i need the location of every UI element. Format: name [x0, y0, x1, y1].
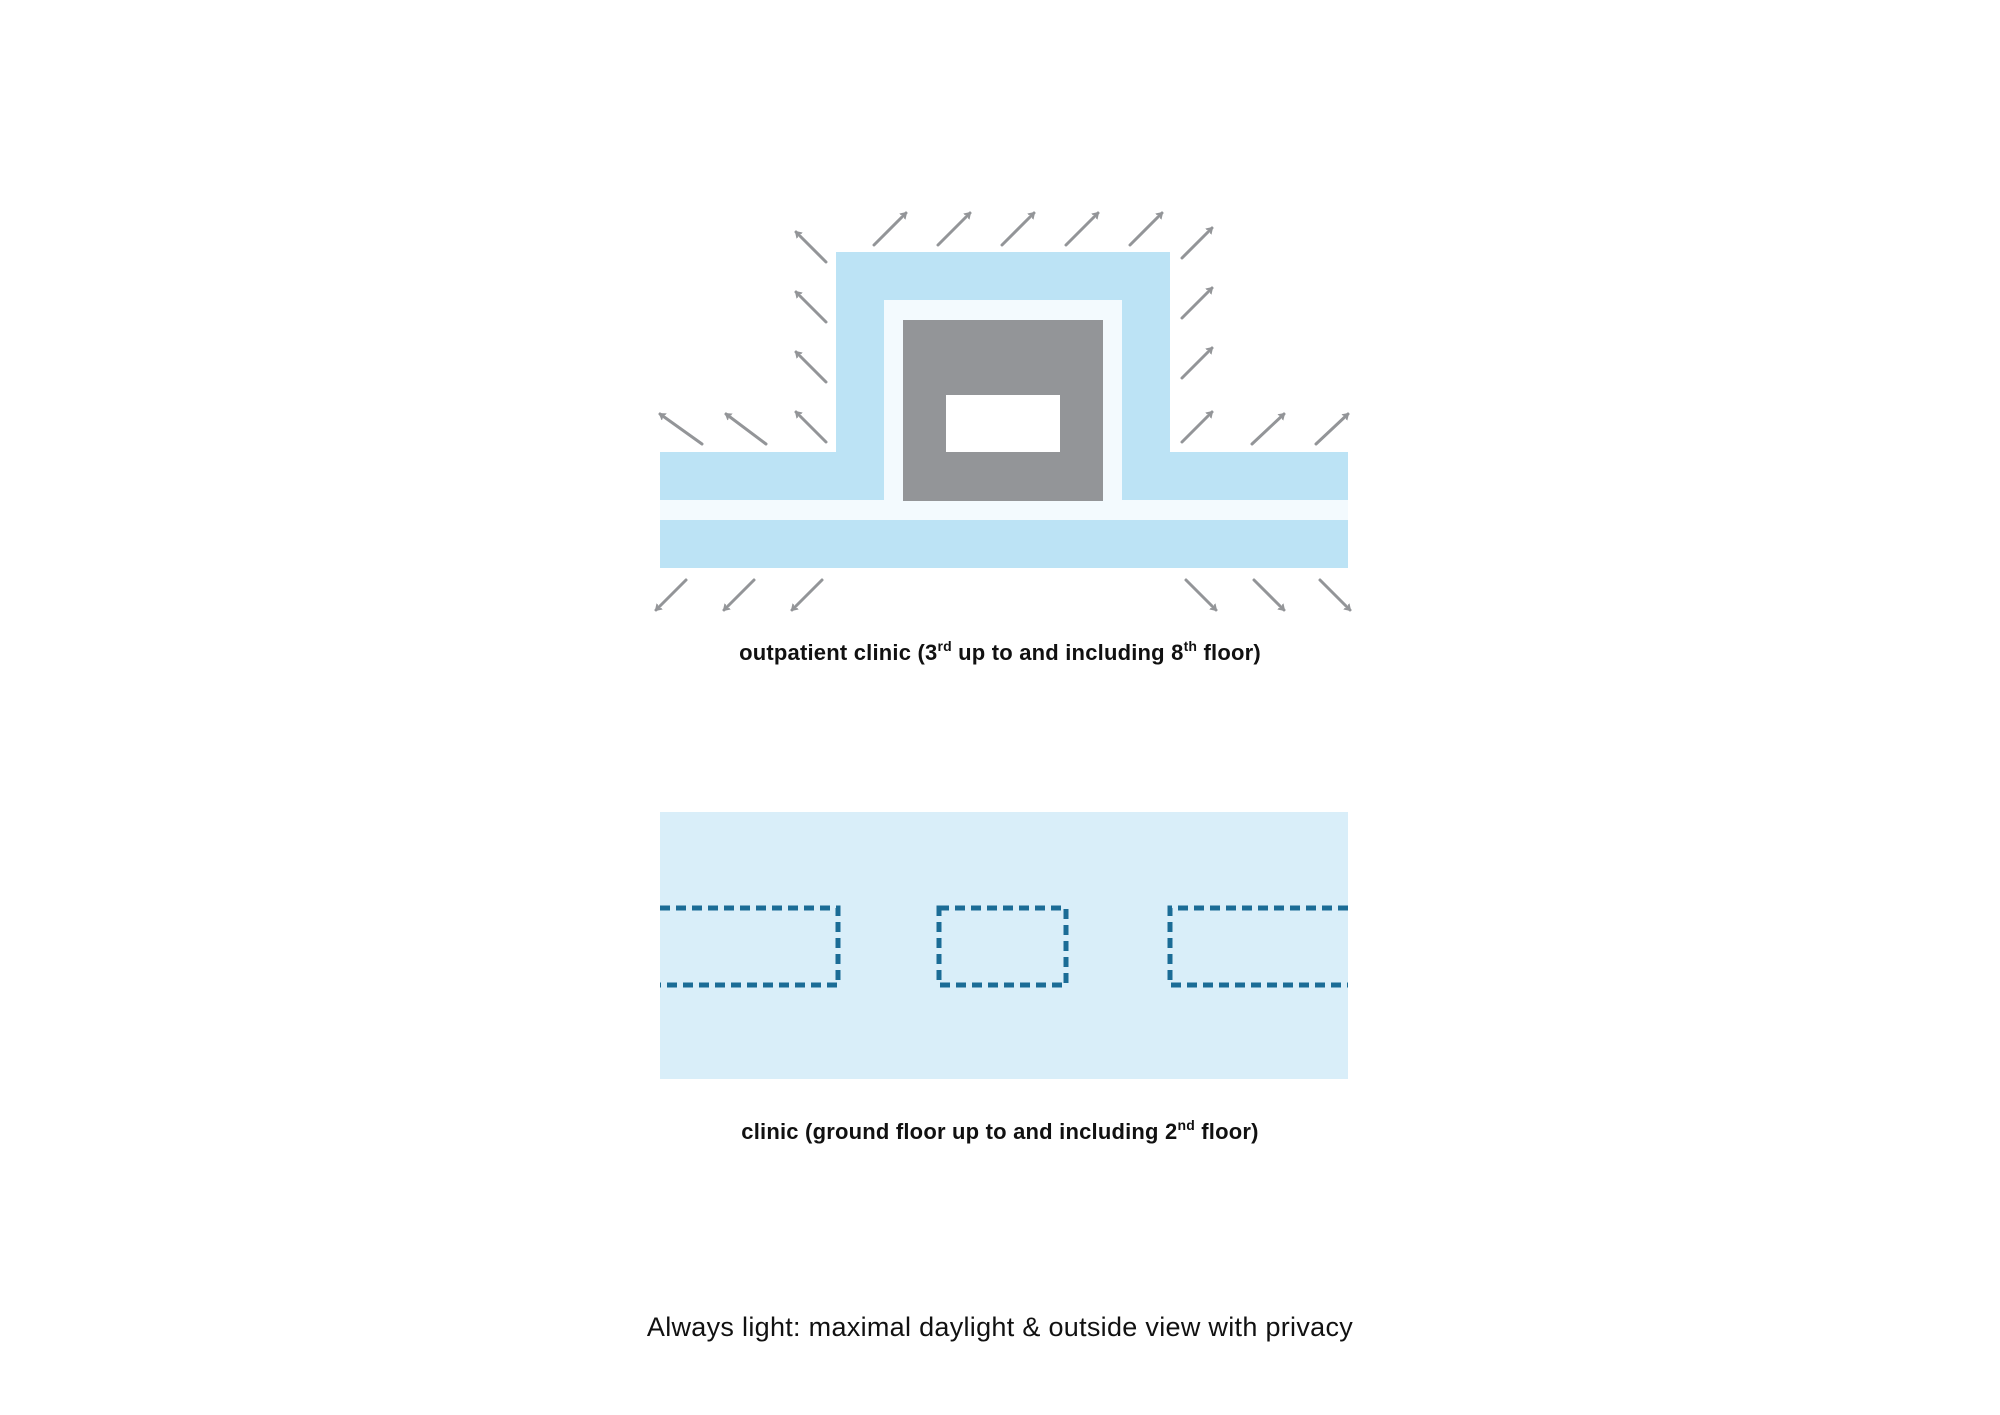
arrow-diagonal-icon	[796, 292, 826, 322]
arrow-diagonal-icon	[1002, 213, 1034, 245]
arrow-diagonal-icon	[660, 414, 702, 444]
arrow-diagonal-icon	[938, 213, 970, 245]
outpatient-caption: outpatient clinic (3rd up to and including 8th floor)	[739, 638, 1261, 665]
outpatient-plan	[656, 213, 1350, 610]
arrow-diagonal-icon	[1182, 348, 1212, 378]
arrow-diagonal-icon	[1130, 213, 1162, 245]
arrow-diagonal-icon	[1316, 414, 1348, 444]
arrow-diagonal-icon	[724, 580, 754, 610]
arrow-diagonal-icon	[726, 414, 766, 444]
core-void	[946, 395, 1060, 452]
arrow-diagonal-icon	[1186, 580, 1216, 610]
arrow-diagonal-icon	[1182, 288, 1212, 318]
arrow-diagonal-icon	[1320, 580, 1350, 610]
arrow-diagonal-icon	[796, 412, 826, 442]
arrow-diagonal-icon	[656, 580, 686, 610]
arrow-diagonal-icon	[792, 580, 822, 610]
arrow-diagonal-icon	[1182, 228, 1212, 258]
clinic-caption: clinic (ground floor up to and including 2nd floor)	[741, 1117, 1259, 1144]
footer-caption: Always light: maximal daylight & outside view with privacy	[646, 1312, 1354, 1342]
arrow-diagonal-icon	[1252, 414, 1284, 444]
arrow-diagonal-icon	[874, 213, 906, 245]
arrow-diagonal-icon	[1182, 412, 1212, 442]
arrow-diagonal-icon	[796, 232, 826, 262]
clinic-floor-block	[660, 812, 1348, 1079]
arrow-diagonal-icon	[1066, 213, 1098, 245]
clinic-plan	[660, 812, 1348, 1079]
arrow-diagonal-icon	[1254, 580, 1284, 610]
arrow-diagonal-icon	[796, 352, 826, 382]
